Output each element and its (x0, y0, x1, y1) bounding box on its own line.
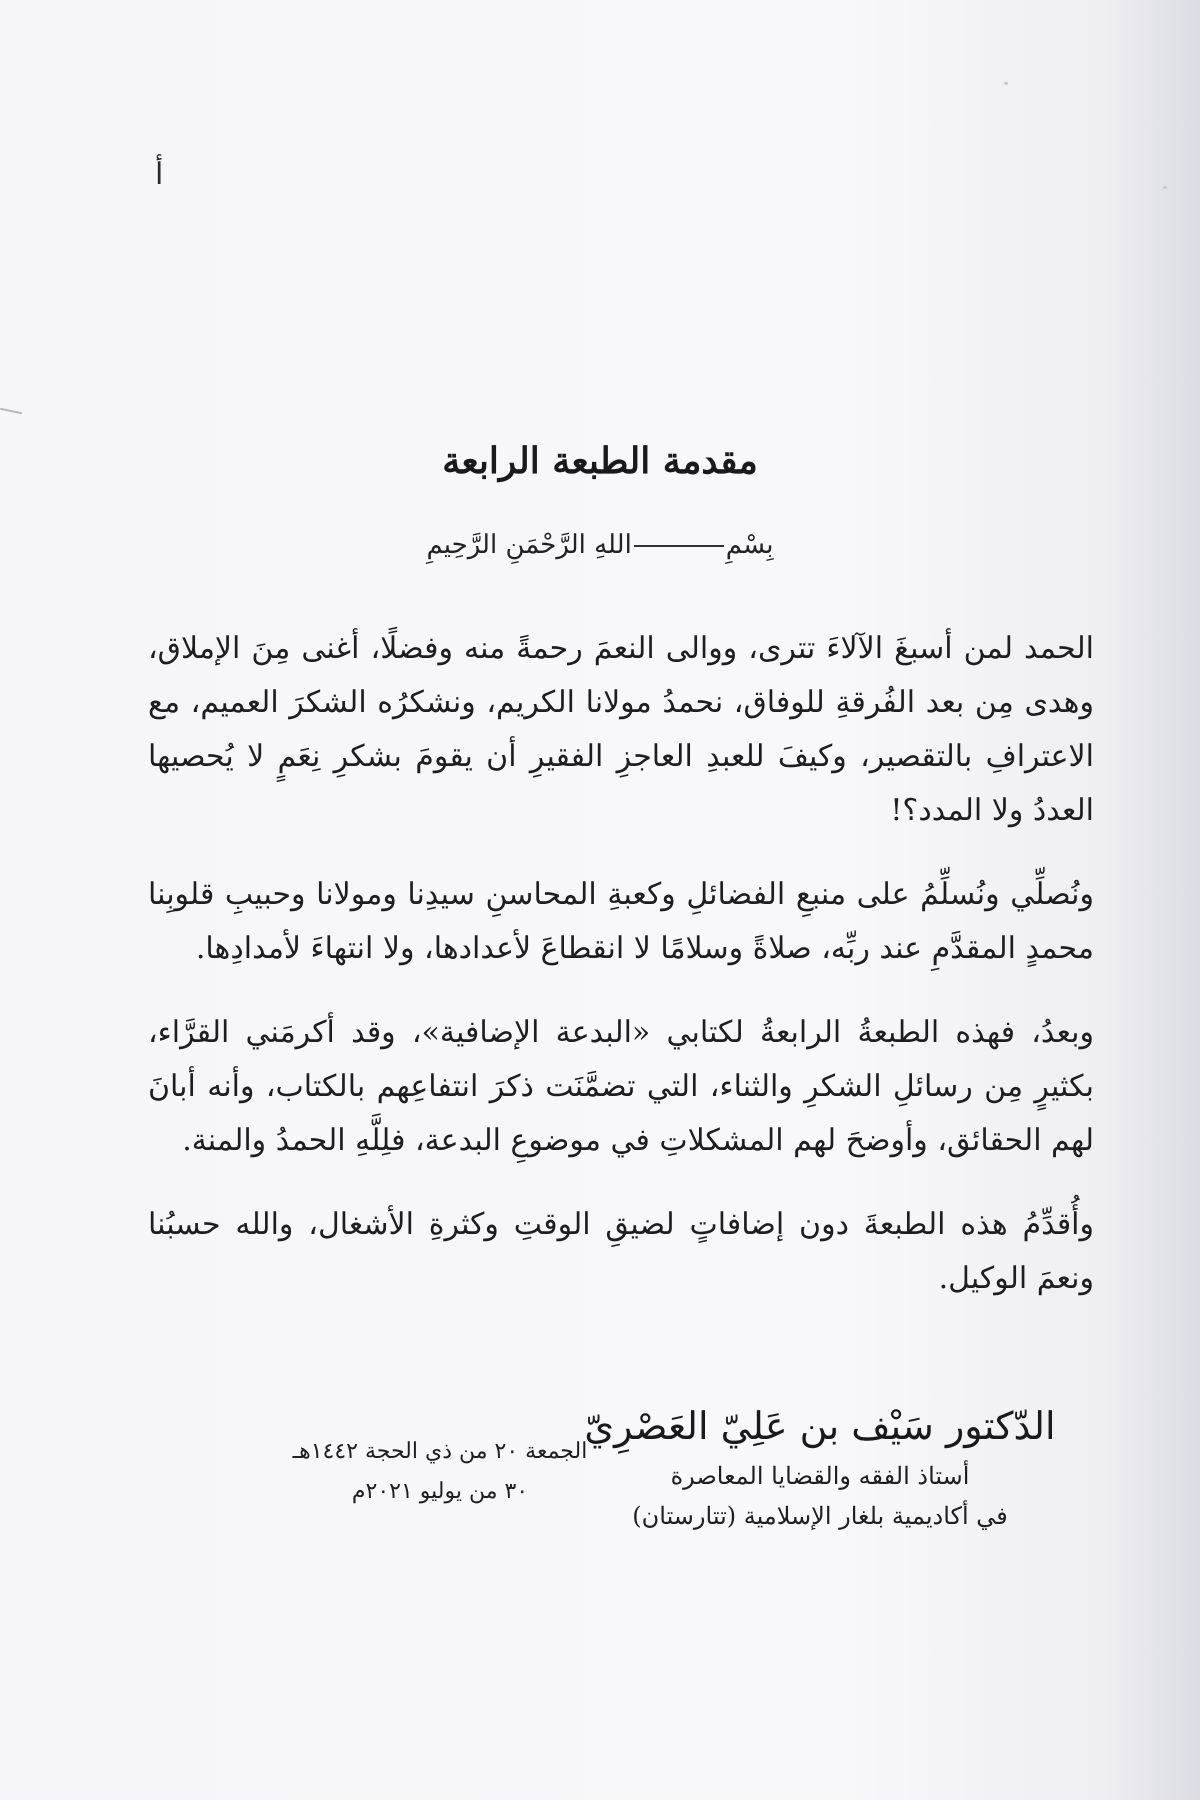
date-block (290, 1432, 590, 1512)
gregorian-date: ٣٠ من يوليو ٢٠٢١م (351, 1479, 529, 1504)
paragraph-fourth-edition: وبعدُ، فهذه الطبعةُ الرابعةُ لكتابي «البدعة الإضافية»، وقد أكرمَني القرَّاء، بكثيرٍ مِن رسائلِ الشكرِ والثناء، التي تضمَّنَت ذكرَ انتفاعِهم بالكتاب، وأنه أبانَ لهم الحقائق، وأوضحَ لهم المشكلاتِ في موضوعِ البدعة، فلِلَّهِ الحمدُ والمنة. (148, 1015, 1094, 1158)
scan-artifact (1004, 82, 1008, 85)
page-title: مقدمة الطبعة الرابعة (442, 440, 758, 482)
paragraph-praise: الحمد لمن أسبغَ الآلاءَ تترى، ووالى النعمَ رحمةً منه وفضلًا، أغنى مِنَ الإملاق، وهدى مِن بعد الفُرقةِ للوفاق، نحمدُ مولانا الكريم، ونشكرُه الشكرَ العميم، مع الاعترافِ بالتقصير، وكيفَ للعبدِ العاجزِ الفقيرِ أن يقومَ بشكرِ نِعَمٍ لا يُحصيها العددُ ولا المدد؟! (148, 631, 1094, 828)
author-title: أستاذ الفقه والقضايا المعاصرة (670, 1462, 970, 1490)
basmala-start: بِسْمِ (725, 530, 774, 560)
hijri-date: الجمعة ٢٠ من ذي الحجة ١٤٤٢هـ (292, 1439, 588, 1464)
scan-artifact (0, 408, 22, 415)
paragraph-salutation: ونُصلِّي ونُسلِّمُ على منبعِ الفضائلِ وكعبةِ المحاسنِ سيدِنا ومولانا وحبيبِ قلوبِنا محمدٍ المقدَّمِ عند ربِّه، صلاةً وسلامًا لا انقطاعَ لأعدادها، ولا انتهاءَ لأمدادِها. (148, 877, 1094, 966)
page-number: أ (155, 157, 164, 192)
preface-body (148, 622, 1094, 1336)
scan-artifact (1163, 186, 1167, 189)
basmala-stretch-line (634, 545, 724, 547)
author-name: الدّكتور سَيْف بن عَلِيّ العَصْرِيّ (584, 1404, 1056, 1448)
paragraph-closing: وأُقدِّمُ هذه الطبعةَ دون إضافاتٍ لضيقِ الوقتِ وكثرةِ الأشغال، والله حسبُنا ونعمَ الوكيل. (148, 1207, 1094, 1296)
author-affiliation: في أكاديمية بلغار الإسلامية (تتارستان) (632, 1502, 1008, 1530)
basmala-end: اللهِ الرَّحْمَنِ الرَّحِيمِ (426, 530, 632, 560)
author-signature (540, 1396, 1100, 1536)
basmala (0, 530, 1200, 560)
